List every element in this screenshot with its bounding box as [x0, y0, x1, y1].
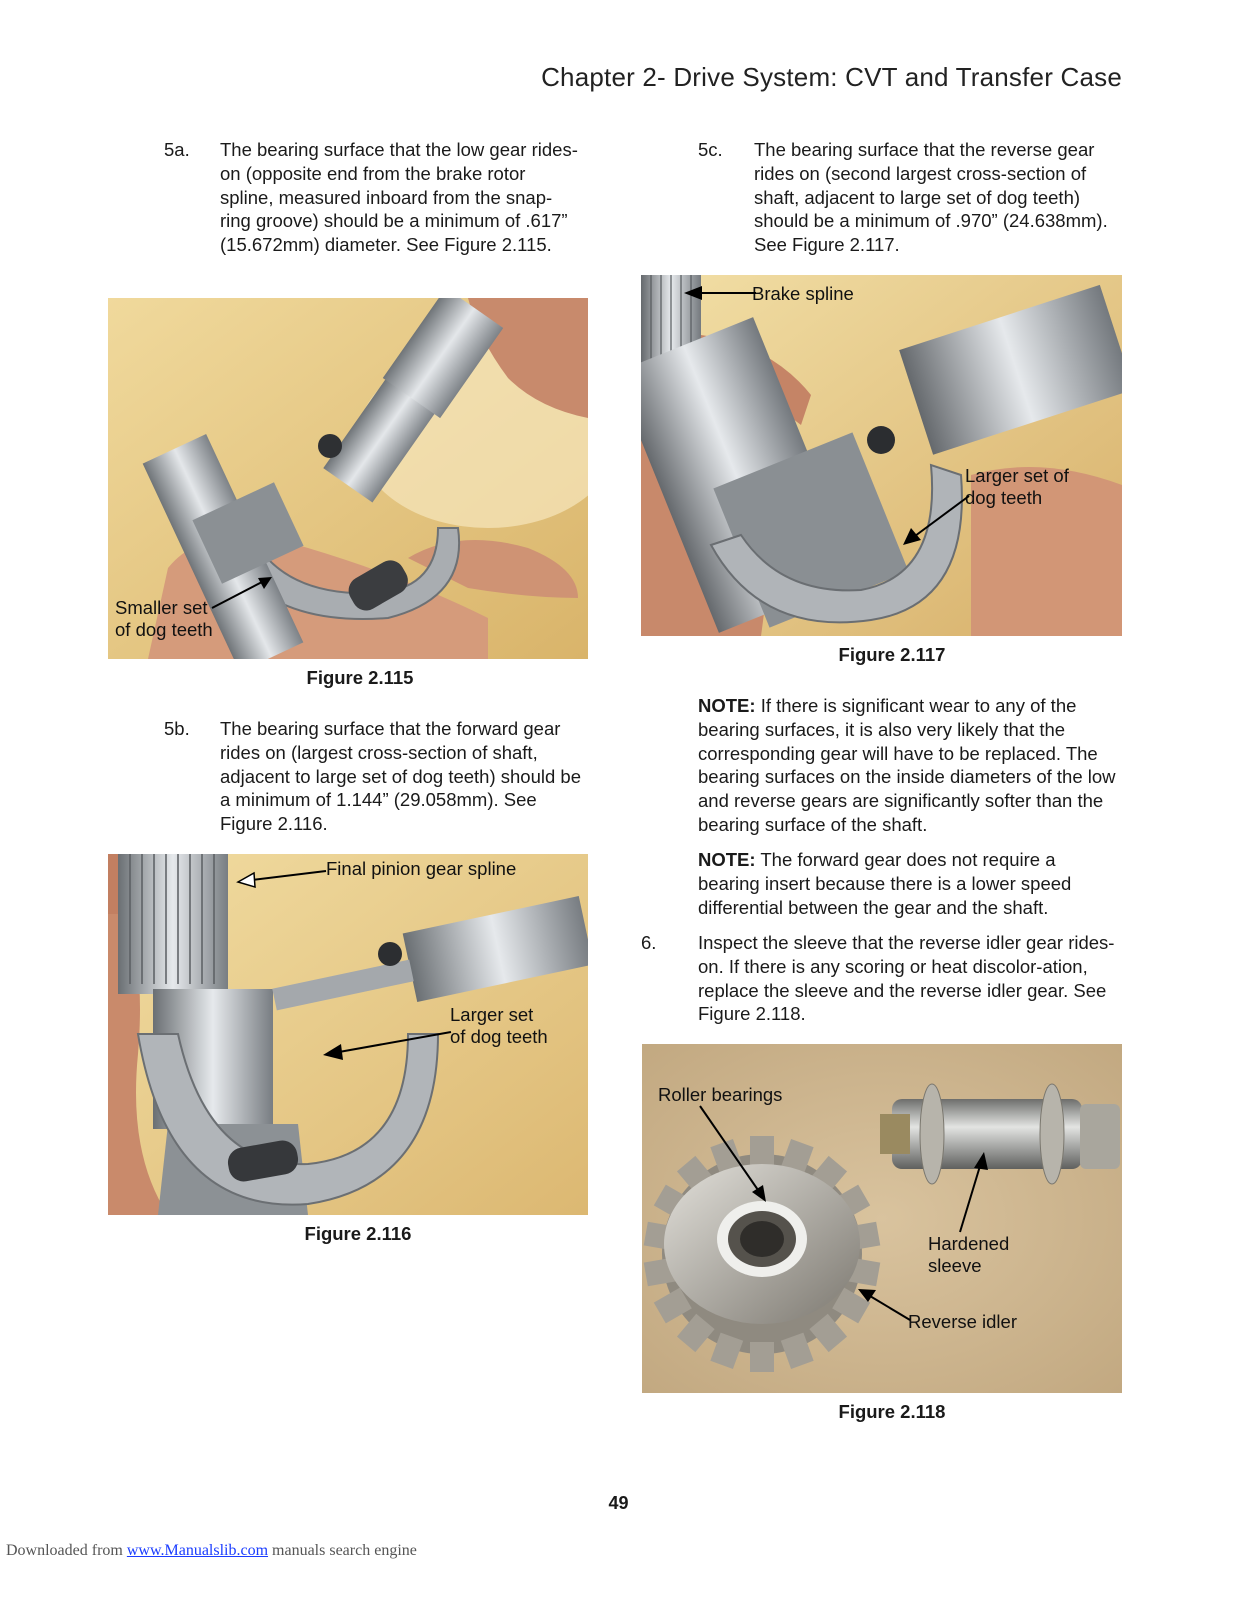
figure-116-caption: Figure 2.116 [304, 1223, 412, 1244]
figure-118-label-idler: Reverse idler [908, 1311, 1017, 1332]
step-text: The bearing surface that the low gear rides-on (opposite end from the brake rotor spline, measured inboard from the snap-ring groove) should be a minimum of .617” (15.672mm) diameter. See Figure 2.115. [220, 139, 578, 256]
step-number: 5a. [164, 139, 190, 160]
figure-115-label-dog-teeth [115, 597, 213, 641]
figure-2-117-photo [641, 275, 1122, 636]
figure-116-label-dog-teeth [450, 1004, 548, 1048]
step-5b [164, 717, 588, 836]
step-5c [698, 138, 1122, 257]
note-text: The forward gear does not require a bearing insert because there is a lower speed differential between the gear and the shaft. [698, 849, 1072, 918]
figure-115-arrow [200, 570, 280, 615]
figure-117-caption: Figure 2.117 [838, 644, 946, 665]
note-wear [698, 694, 1122, 837]
label-line: dog teeth [965, 487, 1043, 508]
figure-118-roller-arrow [696, 1104, 776, 1206]
figure-118-idler-arrow [852, 1284, 914, 1326]
figure-117-label-dog-teeth [965, 465, 1069, 509]
label-line: sleeve [928, 1255, 982, 1276]
figure-115-caption: Figure 2.115 [306, 667, 414, 688]
label-line: Larger set [450, 1004, 534, 1025]
label-line: of dog teeth [450, 1026, 548, 1047]
note-label: NOTE: [698, 695, 756, 716]
label-line: Hardened [928, 1233, 1010, 1254]
note-forward-gear [698, 848, 1122, 919]
figure-116-label-spline: Final pinion gear spline [326, 858, 517, 879]
figure-118-sleeve-arrow [950, 1148, 1000, 1236]
manualslib-link[interactable]: www.Manualslib.com [126, 1542, 269, 1559]
figure-117-spline-arrow [678, 283, 758, 305]
step-number: 5c. [698, 139, 723, 160]
figure-118-caption: Figure 2.118 [838, 1401, 946, 1422]
page-number: 49 [608, 1493, 629, 1513]
step-5a [164, 138, 584, 257]
figure-118-label-sleeve [928, 1233, 1009, 1277]
footer [6, 1542, 417, 1560]
step-number: 5b. [164, 718, 190, 739]
note-label: NOTE: [698, 849, 756, 870]
figure-117-dog-teeth-arrow [895, 490, 975, 550]
chapter-title: Chapter 2- Drive System: CVT and Transfer Case [541, 62, 1122, 92]
step-6 [641, 931, 1122, 1026]
step-text: Inspect the sleeve that the reverse idler gear rides-on. If there is any scoring or heat discolor-ation, replace the sleeve and the reverse idler gear. See Figure 2.118. [698, 932, 1115, 1025]
step-text: The bearing surface that the reverse gear rides on (second largest cross-section of shaft, adjacent to large set of dog teeth) should be a minimum of .970” (24.638mm). See Figure 2.117. [754, 139, 1108, 256]
footer-suffix: manuals search engine [268, 1542, 417, 1559]
figure-117-label-spline: Brake spline [752, 283, 854, 304]
figure-118-label-roller: Roller bearings [658, 1084, 783, 1105]
step-number: 6. [641, 932, 657, 953]
footer-prefix: Downloaded from [6, 1542, 127, 1559]
figure-116-spline-arrow [230, 862, 330, 892]
label-line: Smaller set [115, 597, 208, 618]
label-line: Larger set of [965, 465, 1069, 486]
note-text: If there is significant wear to any of the bearing surfaces, it is also very likely that the corresponding gear will have to be replaced. The bearing surfaces on the inside diameters of the low and reverse gears are significantly softer than the bearing surface of the shaft. [698, 695, 1116, 835]
label-line: of dog teeth [115, 619, 213, 640]
figure-116-dog-teeth-arrow [315, 1024, 455, 1064]
step-text: The bearing surface that the forward gear rides on (largest cross-section of shaft, adjacent to large set of dog teeth) should be a minimum of 1.144” (29.058mm). See Figure 2.116. [220, 718, 582, 835]
